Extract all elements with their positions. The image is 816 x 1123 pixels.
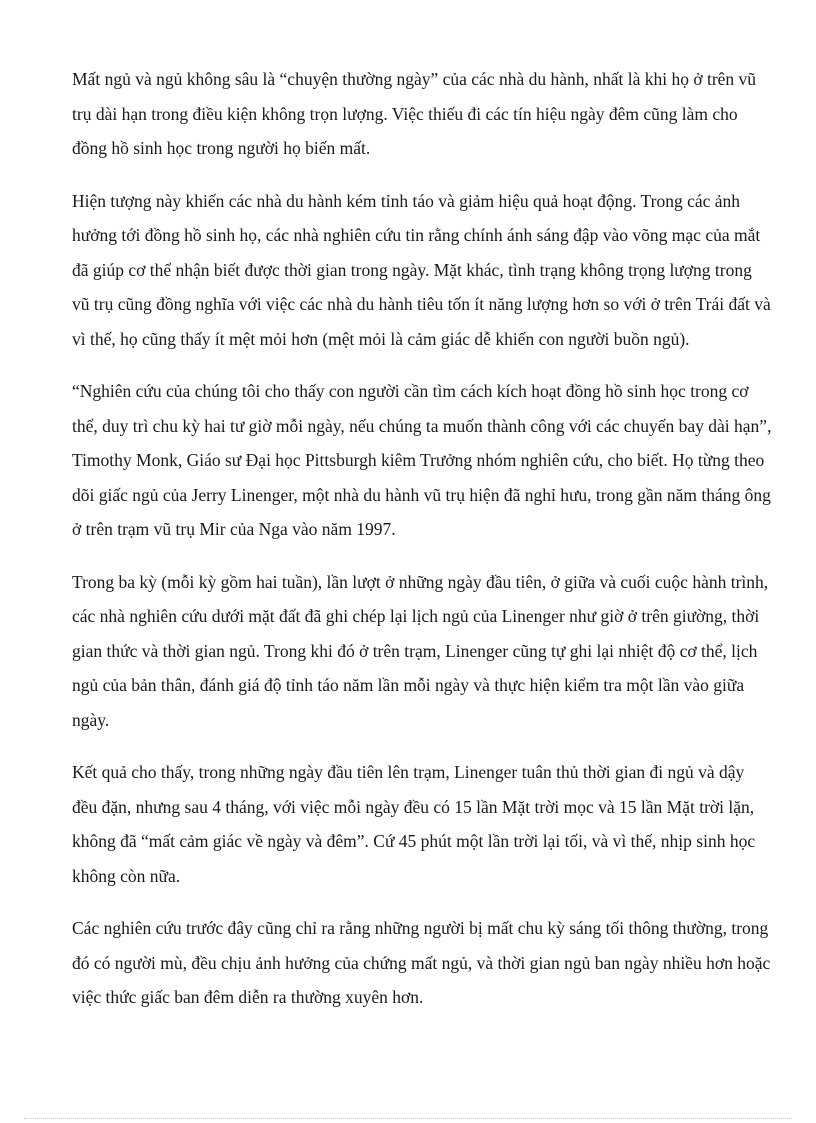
paragraph-2: Hiện tượng này khiến các nhà du hành kém tỉnh táo và giảm hiệu quả hoạt động. Trong các ảnh hưởng tới đồng hồ sinh họ, các nhà nghiên cứu tin rằng chính ánh sáng đập vào võng mạc của mắt đã giúp cơ thể nhận biết được thời gian trong ngày. Mặt khác, tình trạng không trọng lượng trong vũ trụ cũng đồng nghĩa với việc các nhà du hành tiêu tốn ít năng lượng hơn so với ở trên Trái đất và vì thế, họ cũng thấy ít mệt mỏi hơn (mệt mỏi là cảm giác dễ khiến con người buồn ngủ). — [72, 190, 771, 349]
page-bottom-divider — [24, 1118, 792, 1119]
paragraph-3: “Nghiên cứu của chúng tôi cho thấy con người cần tìm cách kích hoạt đồng hồ sinh học trong cơ thể, duy trì chu kỳ hai tư giờ mỗi ngày, nếu chúng ta muốn thành công với các chuyến bay dài hạn”, Timothy Monk, Giáo sư Đại học Pittsburgh kiêm Trưởng nhóm nghiên cứu, cho biết. Họ từng theo dõi giấc ngủ của Jerry Linenger, một nhà du hành vũ trụ hiện đã nghỉ hưu, trong gần năm tháng ông ở trên trạm vũ trụ Mir của Nga vào năm 1997. — [72, 381, 772, 539]
paragraph-6: Các nghiên cứu trước đây cũng chỉ ra rằng những người bị mất chu kỳ sáng tối thông thường, trong đó có người mù, đều chịu ảnh hưởng của chứng mất ngủ, và thời gian ngủ ban ngày nhiều hơn hoặc việc thức giấc ban đêm diễn ra thường xuyên hơn. — [72, 918, 771, 1007]
paragraph-4: Trong ba kỳ (mỗi kỳ gồm hai tuần), lần lượt ở những ngày đầu tiên, ở giữa và cuối cuộc hành trình, các nhà nghiên cứu dưới mặt đất đã ghi chép lại lịch ngủ của Linenger như giờ ở trên giường, thời gian thức và thời gian ngủ. Trong khi đó ở trên trạm, Linenger cũng tự ghi lại nhiệt độ cơ thể, lịch ngủ của bản thân, đánh giá độ tỉnh táo năm lần mỗi ngày và thực hiện kiểm tra một lần vào giữa ngày. — [72, 571, 769, 730]
paragraph-5: Kết quả cho thấy, trong những ngày đầu tiên lên trạm, Linenger tuân thủ thời gian đi ngủ và dậy đều đặn, nhưng sau 4 tháng, với việc mỗi ngày đều có 15 lần Mặt trời mọc và 15 lần Mặt trời lặn, không đã “mất cảm giác về ngày và đêm”. Cứ 45 phút một lần trời lại tối, và vì thế, nhịp sinh học không còn nữa. — [72, 762, 756, 886]
document-body — [72, 62, 772, 1033]
paragraph-1: Mất ngủ và ngủ không sâu là “chuyện thường ngày” của các nhà du hành, nhất là khi họ ở trên vũ trụ dài hạn trong điều kiện không trọn lượng. Việc thiếu đi các tín hiệu ngày đêm cũng làm cho đồng hồ sinh học trong người họ biến mất. — [72, 69, 757, 158]
